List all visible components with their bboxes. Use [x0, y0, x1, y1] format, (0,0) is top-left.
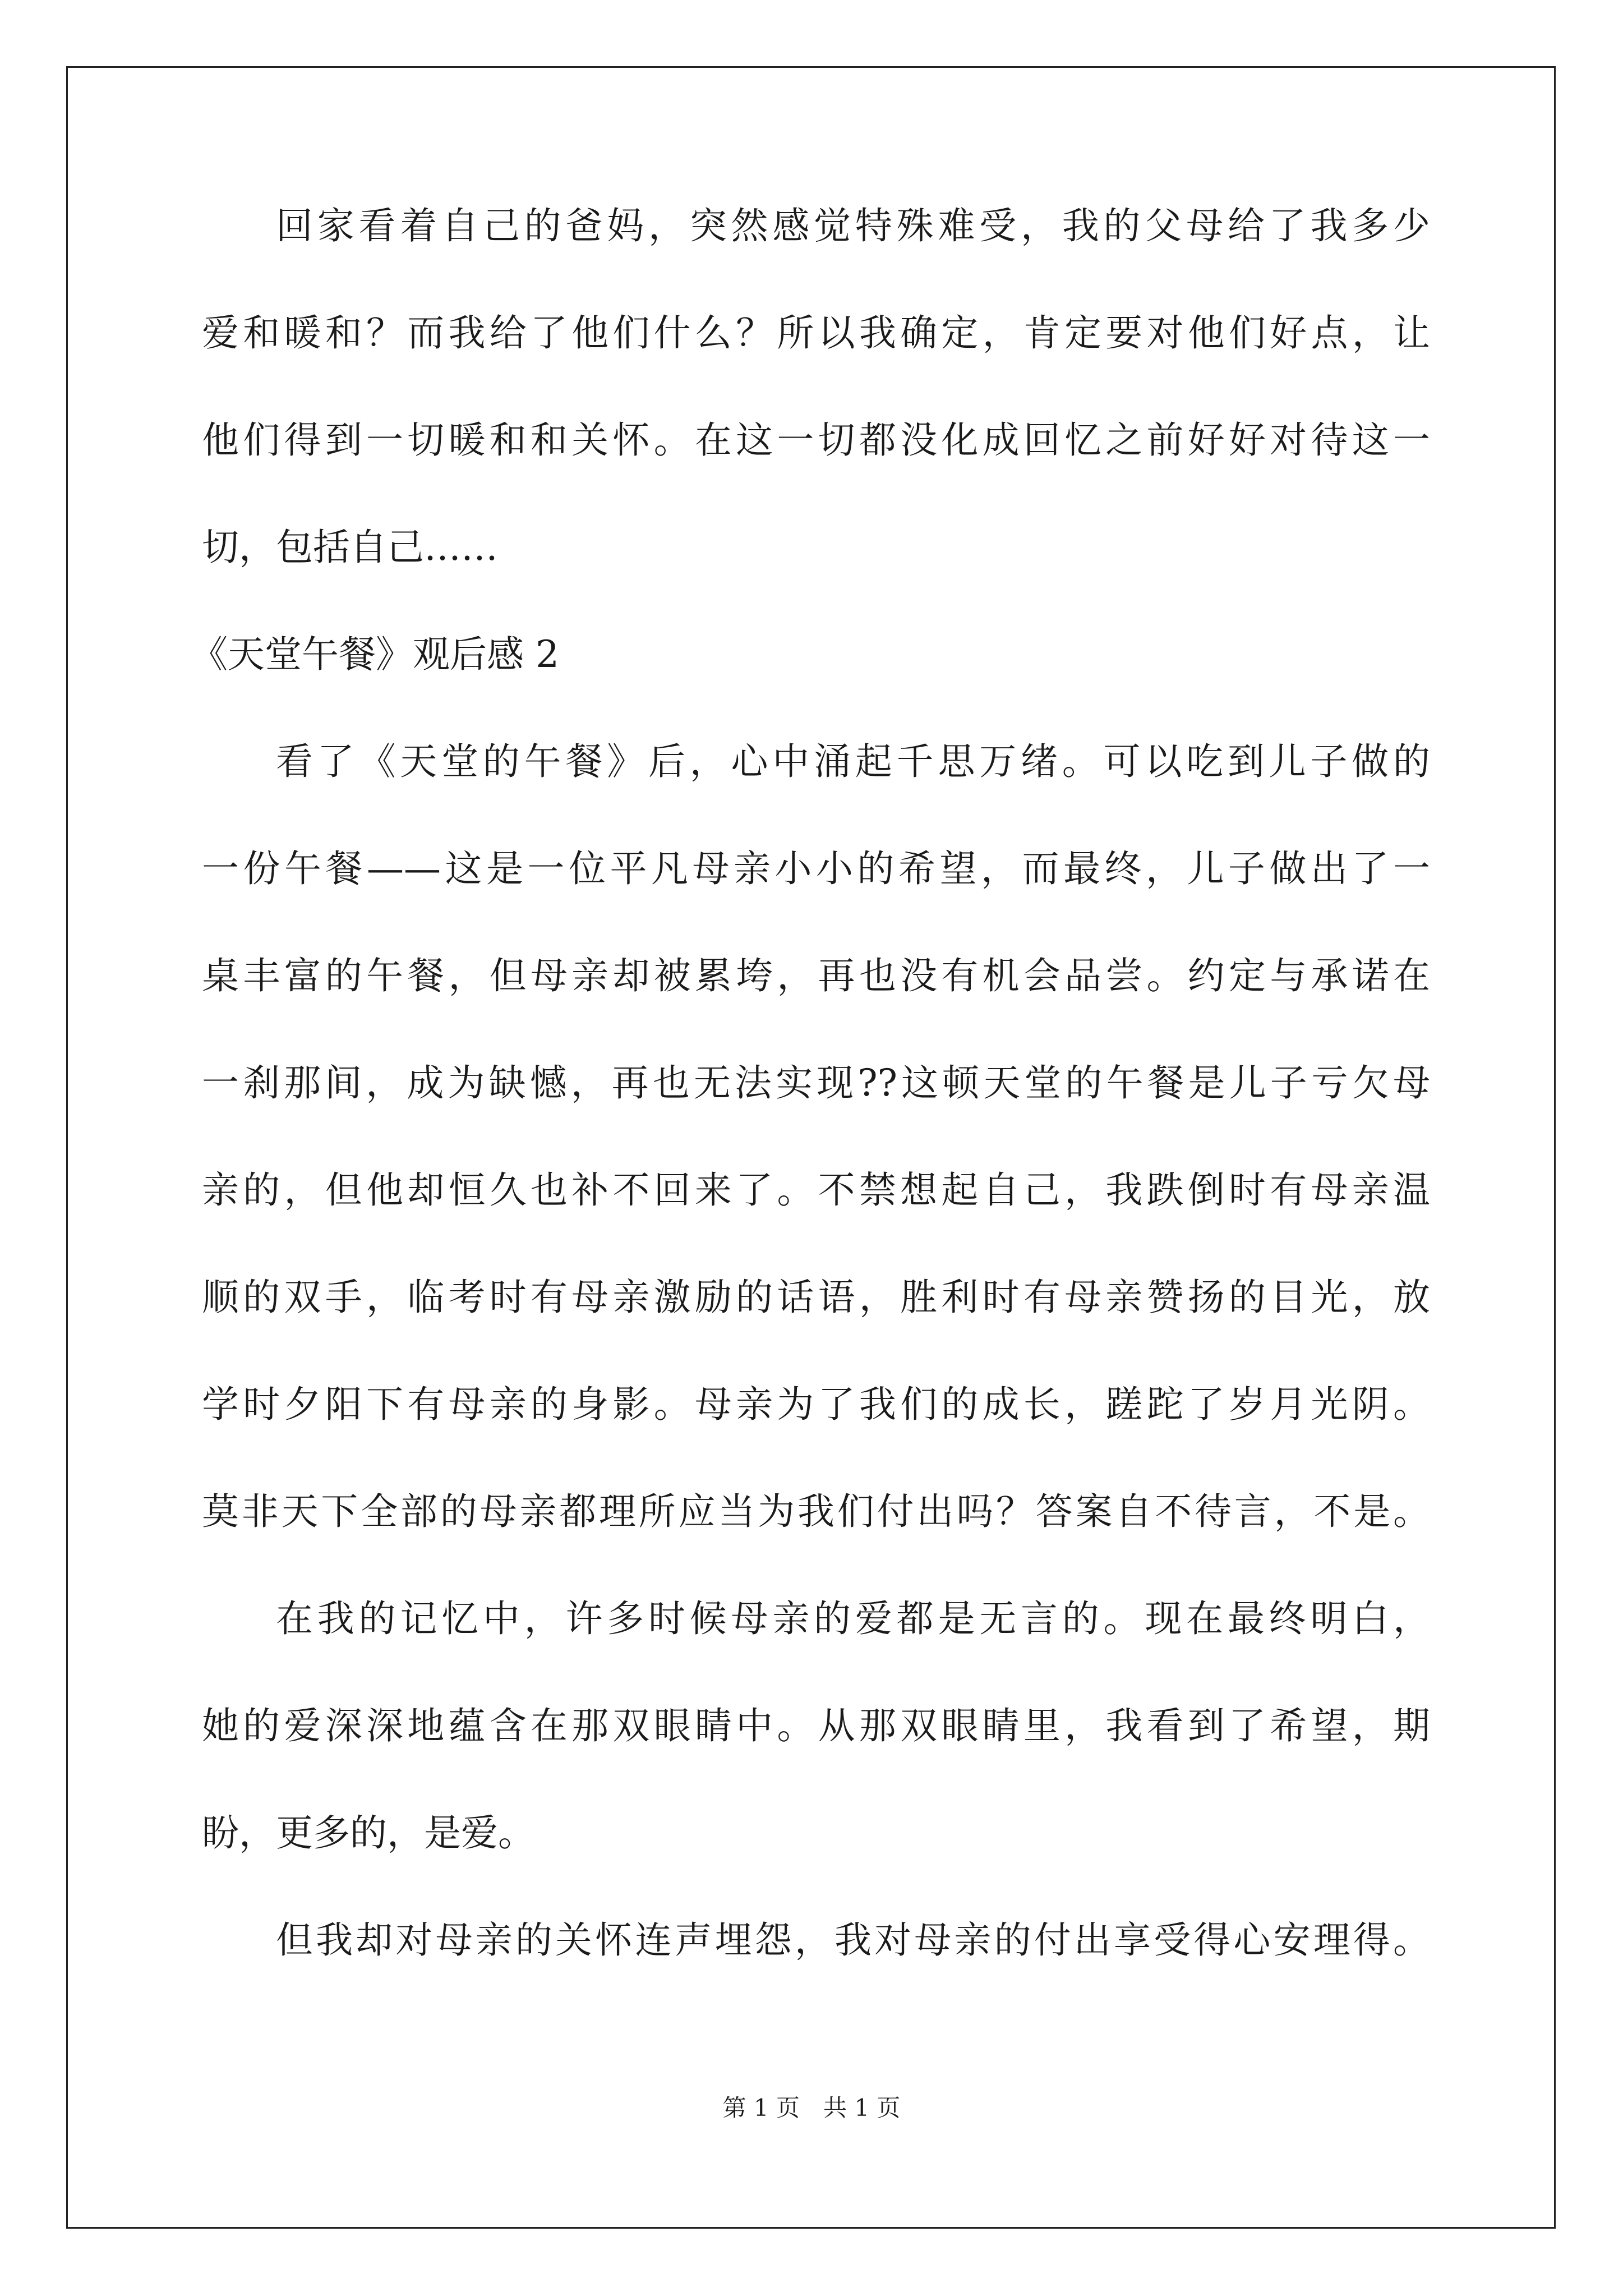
document-body: [191, 204, 1430, 2029]
text-line: 一刹那间，成为缺憾，再也无法实现??这顿天堂的午餐是儿子亏欠母: [202, 1061, 1430, 1105]
section-heading: 《天堂午餐》观后感 2: [191, 633, 559, 676]
text-line: 她的爱深深地蕴含在那双眼睛中。从那双眼睛里，我看到了希望，期: [202, 1704, 1430, 1747]
text-line: 一份午餐——这是一位平凡母亲小小的希望，而最终，儿子做出了一: [202, 847, 1430, 890]
text-line: 顺的双手，临考时有母亲激励的话语，胜利时有母亲赞扬的目光，放: [202, 1276, 1430, 1319]
text-line: 他们得到一切暖和和关怀。在这一切都没化成回忆之前好好对待这一: [202, 418, 1430, 462]
text-line: 莫非天下全部的母亲都理所应当为我们付出吗？答案自不待言，不是。: [202, 1490, 1430, 1533]
text-line: 在我的记忆中，许多时候母亲的爱都是无言的。现在最终明白，: [276, 1597, 1430, 1640]
text-line: 爱和暖和？而我给了他们什么？所以我确定，肯定要对他们好点，让: [202, 311, 1430, 355]
text-line: 学时夕阳下有母亲的身影。母亲为了我们的成长，蹉跎了岁月光阴。: [202, 1383, 1430, 1426]
page-number: 第 1 页 共 1 页: [722, 2094, 901, 2122]
text-line: 看了《天堂的午餐》后，心中涌起千思万绪。可以吃到儿子做的: [276, 740, 1430, 783]
text-line: 桌丰富的午餐，但母亲却被累垮，再也没有机会品尝。约定与承诺在: [202, 954, 1430, 997]
text-line: 但我却对母亲的关怀连声埋怨，我对母亲的付出享受得心安理得。: [276, 1918, 1430, 1962]
text-line: 回家看着自己的爸妈，突然感觉特殊难受，我的父母给了我多少: [276, 204, 1430, 247]
text-line: 盼，更多的，是爱。: [202, 1811, 535, 1855]
text-line: 亲的，但他却恒久也补不回来了。不禁想起自己，我跌倒时有母亲温: [202, 1168, 1430, 1212]
page-footer: [0, 2090, 1623, 2123]
text-line: 切，包括自己……: [202, 526, 498, 569]
